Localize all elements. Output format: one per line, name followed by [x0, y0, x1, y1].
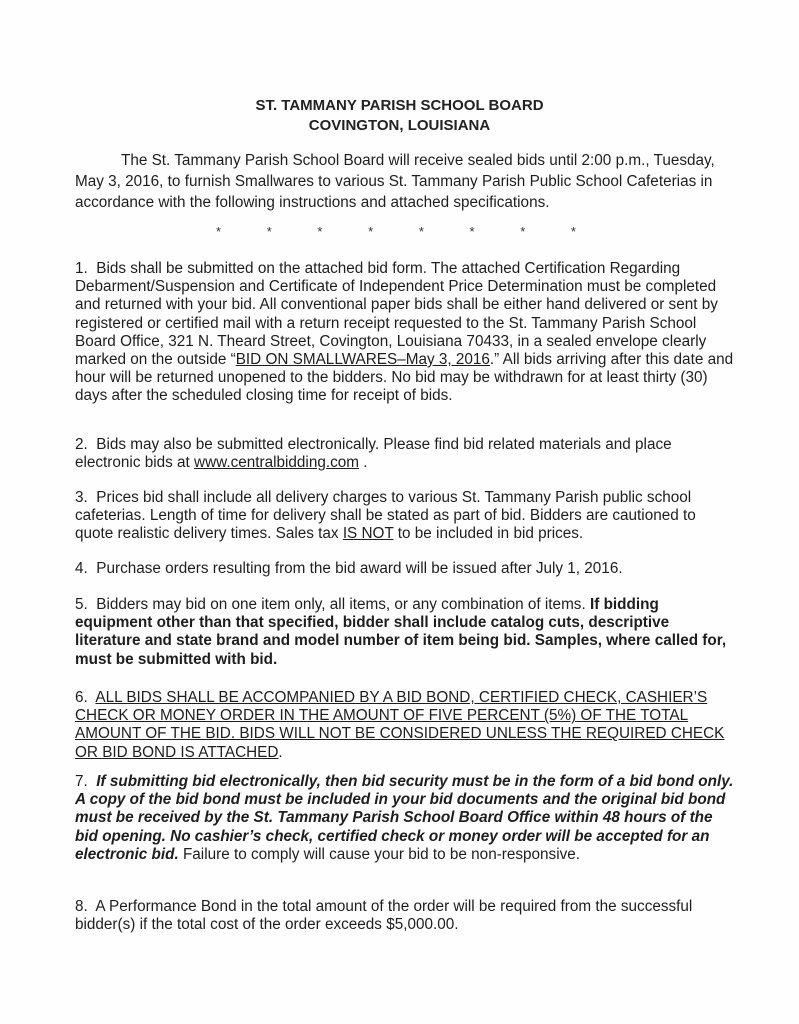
envelope-marking: BID ON SMALLWARES–May 3, 2016 — [235, 351, 490, 369]
instruction-text: Bids may also be submitted electronically. Please find bid related materials and place electronic bids at — [75, 436, 672, 472]
sales-tax-emphasis: IS NOT — [342, 525, 394, 543]
item-number: 1. — [75, 260, 88, 277]
header-organization: ST. TAMMANY PARISH SCHOOL BOARD — [255, 97, 544, 114]
instruction-text: Bids shall be submitted on the attached bid form. The attached Certification Regarding Debarment/Suspension and Certificate of Independent Price Determination must be completed and returned with your bid. All conventional paper bids shall be either hand delivered or sent by registered or certified mail with a return receipt requested to the St. Tammany Parish School Board Office, 321 N. Theard Street, Covington, Louisiana 70433, in a sealed envelope clearly marked on the outside “ — [75, 260, 718, 369]
item-number: 5. — [75, 596, 88, 613]
instruction-text: . — [278, 743, 283, 761]
instruction-text: Bidders may bid on one item only, all items, or any combination of items. — [96, 596, 590, 613]
item-number: 8. — [75, 898, 88, 915]
separator-star: * — [368, 224, 374, 239]
instruction-2-electronic-bids — [75, 436, 735, 472]
separator-star: * — [520, 224, 526, 239]
instruction-text: to be included in bid prices. — [393, 525, 584, 543]
item-number: 3. — [75, 489, 88, 506]
separator-star: * — [418, 224, 424, 239]
bid-security-requirement: ALL BIDS SHALL BE ACCOMPANIED BY A BID BOND, CERTIFIED CHECK, CASHIER’S CHECK OR MONEY ORDER IN THE AMOUNT OF FIVE PERCENT (5%) OF THE TOTAL AMOUNT OF THE BID. BIDS WILL NOT BE CONSIDERED UNLESS THE REQUIRED CHECK OR BID BOND IS ATTACHED — [75, 689, 725, 761]
item-number: 4. — [75, 560, 88, 577]
intro-text: The St. Tammany Parish School Board will receive sealed bids until 2:00 p.m., Tuesday, May 3, 2016, to furnish Smallwares to various St. Tammany Parish Public School Cafeterias in accordance with the following instructions and attached specifications. — [75, 152, 715, 211]
intro-paragraph — [75, 150, 735, 213]
separator-star: * — [216, 224, 222, 239]
item-number: 7. — [75, 773, 88, 790]
bold-italic-requirement: If submitting bid electronically, then bid security must be in the form of a bid bond only. A copy of the bid bond must be included in your bid documents and the original bid bond must be received by the St. Tammany Parish School Board Office within 48 hours of the bid opening. No cashier’s check, certified check or money order will be accepted for an electronic bid. — [75, 773, 734, 863]
centralbidding-link[interactable]: www.centralbidding.com — [194, 454, 359, 472]
instruction-1-bid-submission — [75, 260, 735, 406]
instruction-6-bid-security — [75, 689, 735, 762]
instruction-text: Prices bid shall include all delivery charges to various St. Tammany Parish public school cafeterias. Length of time for delivery shall be stated as part of bid. Bidders are cautioned to quote realistic delivery times. Sales tax — [75, 489, 696, 543]
separator-star: * — [570, 224, 576, 239]
section-separator — [216, 224, 576, 239]
instruction-text: Failure to comply will cause your bid to be non-responsive. — [178, 845, 581, 863]
instruction-text: .” All bids arriving after this date and hour will be returned unopened to the bidders. No bid may be withdrawn for at least thirty (30) days after the scheduled closing time for receipt of bids. — [75, 351, 734, 405]
separator-star: * — [469, 224, 475, 239]
instruction-text: Purchase orders resulting from the bid award will be issued after July 1, 2016. — [96, 560, 623, 577]
header-location: COVINGTON, LOUISIANA — [308, 117, 491, 134]
instruction-5-item-bidding — [75, 596, 735, 669]
document-header — [0, 96, 799, 136]
instruction-text: . — [359, 454, 368, 472]
instruction-3-prices-delivery — [75, 489, 735, 544]
separator-star: * — [317, 224, 323, 239]
item-number: 6. — [75, 689, 88, 706]
instruction-text: A Performance Bond in the total amount of the order will be required from the successful bidder(s) if the total cost of the order exceeds $5,000.00. — [75, 898, 693, 934]
separator-star: * — [266, 224, 272, 239]
item-number: 2. — [75, 436, 88, 453]
instruction-4-purchase-orders — [75, 560, 735, 578]
bold-requirement: If bidding equipment other than that specified, bidder shall include catalog cuts, descriptive literature and state brand and model number of item being bid. Samples, where called for, must be submitted with bid. — [75, 596, 727, 668]
instruction-8-performance-bond — [75, 898, 735, 934]
instruction-7-electronic-bid-bond — [75, 773, 735, 864]
